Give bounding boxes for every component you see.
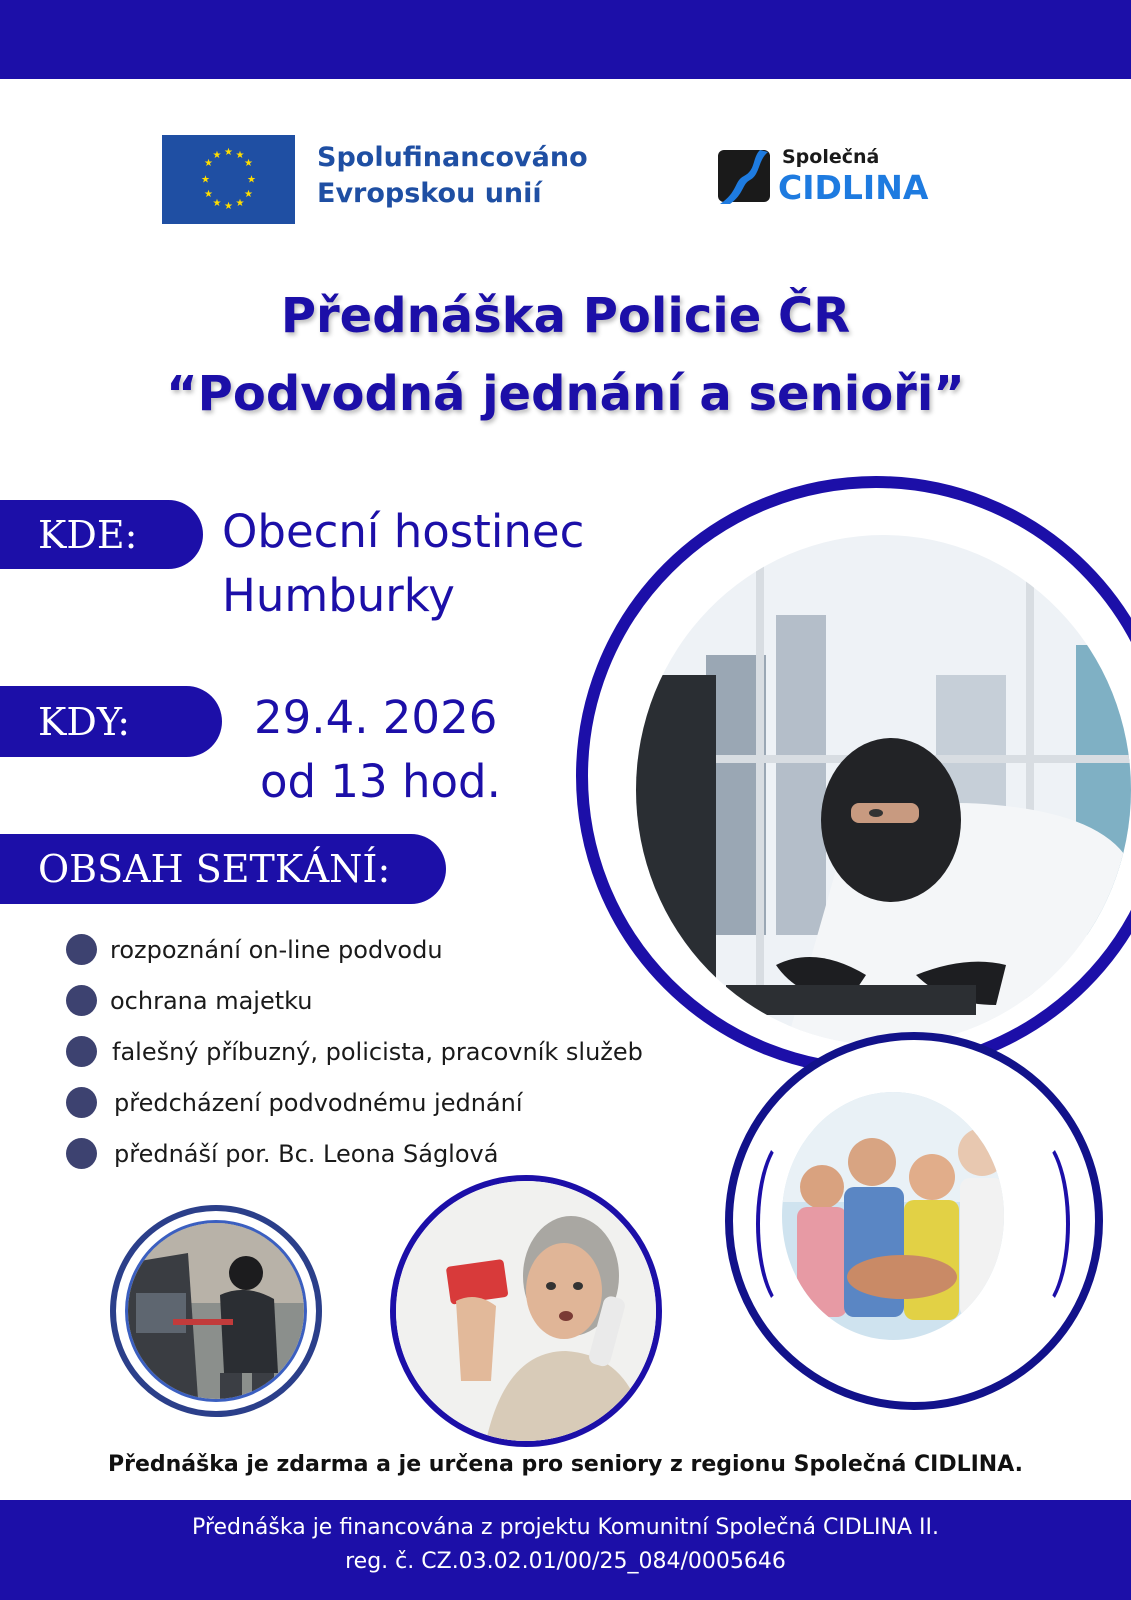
top-bar <box>0 0 1131 79</box>
eu-text-line1: Spolufinancováno <box>317 142 588 173</box>
list-item-text: předcházení podvodnému jednání <box>114 1089 523 1117</box>
car-thief-photo <box>128 1223 304 1399</box>
content-label-pill <box>0 834 446 904</box>
list-item-text: přednáší por. Bc. Leona Ságlová <box>114 1140 499 1168</box>
page-title: Přednáška Policie ČR <box>280 288 851 344</box>
svg-text:★: ★ <box>244 158 253 169</box>
svg-text:★: ★ <box>224 201 233 212</box>
list-item-text: ochrana majetku <box>110 987 313 1015</box>
phone-scam-photo <box>390 1175 662 1447</box>
svg-text:★: ★ <box>247 174 256 186</box>
free-lecture-note: Přednáška je zdarma a je určena pro seniory z regionu Společná CIDLINA. <box>108 1452 1023 1477</box>
list-item-text: rozpoznání on-line podvodu <box>110 936 443 964</box>
decorative-arc-right <box>1002 1135 1070 1313</box>
where-line2: Humburky <box>222 569 455 622</box>
eu-flag-icon <box>162 135 295 224</box>
where-line1: Obecní hostinec <box>222 505 585 558</box>
where-value <box>222 500 584 628</box>
logo-big-text: CIDLINA <box>778 168 929 207</box>
svg-text:★: ★ <box>224 147 233 158</box>
svg-text:★: ★ <box>235 150 245 161</box>
where-label-pill <box>0 500 203 569</box>
cidlina-mark-icon <box>716 148 772 204</box>
bullet-icon <box>66 1087 97 1118</box>
eu-text-line2: Evropskou unií <box>317 178 542 209</box>
where-label: KDE: <box>38 513 138 557</box>
footer-project-text: Přednáška je financována z projektu Komunitní Společná CIDLINA II. <box>192 1515 939 1540</box>
svg-text:★: ★ <box>244 189 253 200</box>
page-subtitle: “Podvodná jednání a senioři” <box>166 366 965 422</box>
svg-text:★: ★ <box>212 150 222 161</box>
footer-registration-number: reg. č. CZ.03.02.01/00/25_084/0005646 <box>345 1549 786 1574</box>
svg-text:★: ★ <box>235 198 245 209</box>
when-label: KDY: <box>38 700 131 744</box>
logo-small-text: Společná <box>782 146 880 168</box>
when-date: 29.4. 2026 <box>254 691 498 744</box>
spolecna-cidlina-logo <box>716 144 941 210</box>
bullet-icon <box>66 985 97 1016</box>
hacker-photo <box>636 535 1131 1045</box>
svg-text:★: ★ <box>204 158 213 169</box>
svg-text:★: ★ <box>201 174 210 186</box>
eu-cofinancing-text <box>317 140 588 212</box>
content-label: OBSAH SETKÁNÍ: <box>38 847 391 891</box>
bullet-icon <box>66 934 97 965</box>
when-time: od 13 hod. <box>260 755 501 808</box>
bullet-icon <box>66 1036 97 1067</box>
svg-text:★: ★ <box>204 189 213 200</box>
seniors-photo <box>782 1092 1004 1340</box>
list-item-text: falešný příbuzný, policista, pracovník služeb <box>112 1038 643 1066</box>
svg-text:★: ★ <box>212 198 222 209</box>
when-value <box>254 686 501 814</box>
when-label-pill <box>0 686 222 757</box>
bullet-icon <box>66 1138 97 1169</box>
